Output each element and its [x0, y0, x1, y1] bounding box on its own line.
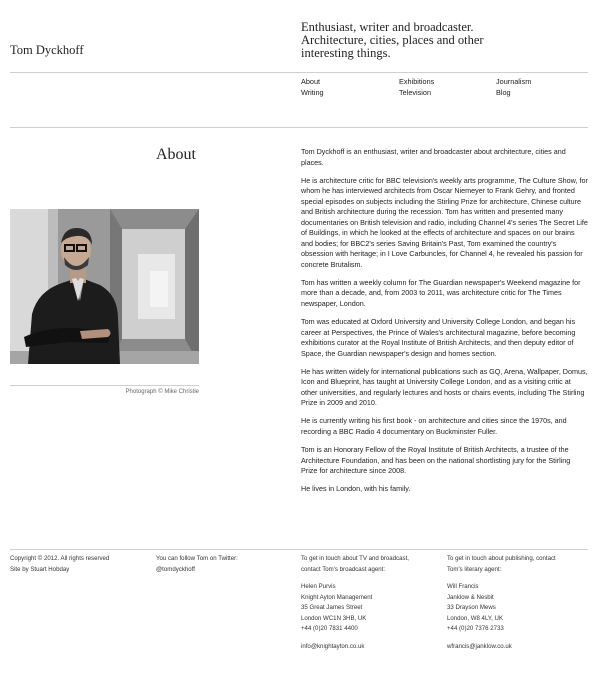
tv-agent-intro: To get in touch about TV and broadcast,: [301, 555, 409, 562]
footer-divider: [10, 549, 588, 550]
literary-agent-company: Janklow & Nesbit: [447, 593, 494, 601]
about-paragraph: He lives in London, with his family.: [301, 484, 411, 494]
tagline: Enthusiast, writer and broadcaster. Architecture, cities, places and other interesting things.: [301, 20, 484, 60]
photo-divider: [10, 385, 199, 386]
nav-item-writing[interactable]: Writing: [301, 88, 324, 97]
tv-agent-email[interactable]: info@knightayton.co.uk: [301, 642, 365, 650]
literary-agent-intro: Tom's literary agent:: [447, 565, 502, 573]
twitter-intro: You can follow Tom on Twitter:: [156, 555, 238, 562]
tv-agent-address: London WC1N 3HB, UK: [301, 614, 367, 622]
footer-twitter-column: [156, 554, 238, 575]
twitter-link[interactable]: @tomdyckhoff: [156, 565, 195, 573]
literary-agent-address: 33 Drayson Mews: [447, 604, 496, 611]
tv-agent-address: 35 Great James Street: [301, 604, 363, 611]
tv-agent-company: Knight Ayton Management: [301, 593, 373, 601]
nav-item-blog[interactable]: Blog: [496, 88, 511, 97]
photo-caption: Photograph © Mike Christie: [125, 389, 199, 395]
footer-tv-agent-column: [301, 554, 409, 652]
about-paragraph: He has written widely for international publications such as GQ, Arena, Wallpaper, Domus, Icon and Blueprint, has taught at University College London, and as a visiting critic at other universities, and regularly lectures and hosts or chairs events, including The Stirling Prize in 2009 and 2010.: [301, 366, 588, 408]
about-paragraph: He is currently writing his first book - on architecture and cities since the 1970s, and recording a BBC Radio 4 documentary on Buckminster Fuller.: [301, 416, 567, 436]
nav-item-about[interactable]: About: [301, 77, 321, 86]
footer-copyright-column: [10, 554, 109, 575]
page-title: About: [156, 146, 196, 163]
site-name[interactable]: Tom Dyckhoff: [10, 43, 84, 57]
about-body: [301, 147, 588, 503]
footer-literary-agent-column: [447, 554, 556, 652]
literary-agent-address: London, W8 4LY, UK: [447, 614, 504, 622]
portrait-photo: [10, 209, 199, 364]
nav-item-journalism[interactable]: Journalism: [496, 77, 532, 86]
nav-item-television[interactable]: Television: [399, 88, 432, 97]
about-paragraph: Tom has written a weekly column for The Guardian newspaper's Weekend magazine for more than a decade, and, from 2003 to 2011, was architecture critic for The Times newspaper, London.: [301, 277, 581, 308]
tv-agent-name: Helen Purvis: [301, 583, 336, 590]
tv-agent-intro: contact Tom's broadcast agent:: [301, 565, 386, 573]
about-paragraph: He is architecture critic for BBC television's weekly arts programme, The Culture Show, for whom he has interviewed architects from Oscar Niemeyer to Frank Gehry, and fronted special episodes on subjects including the Stirling Prize for architecture, Chinese culture and British architecture during the recession. Tom has written and presented many documentaries on British television and radio, including Channel 4's series The Secret Life of Buildings, in which he looked at the effects of architecture and spaces on our brains and bodies; for BBC2's series Saving Britain's Past, Tom examined the country's obsession with heritage; in I Love Carbuncles, for Channel 4, he revealed his passion for concrete Brutalism.: [301, 175, 588, 269]
copyright-text: Copyright © 2012. All rights reserved: [10, 555, 110, 562]
literary-agent-name: Will Francis: [447, 583, 479, 590]
literary-agent-email[interactable]: wfrancis@janklow.co.uk: [447, 642, 512, 650]
literary-agent-intro: To get in touch about publishing, contact: [447, 555, 556, 562]
nav-item-exhibitions[interactable]: Exhibitions: [399, 77, 435, 86]
nav-divider: [10, 127, 588, 128]
portrait-image: [10, 209, 199, 364]
about-paragraph: Tom was educated at Oxford University and University College London, and began his career at Perspectives, the Prince of Wales's architectural magazine, before becoming exhibitions curator at the Royal Institute of British Architects, and then deputy editor of Space, the Guardian newspaper's design and homes section.: [301, 317, 576, 358]
site-credit[interactable]: Site by Stuart Hobday: [10, 565, 70, 573]
literary-agent-phone: +44 (0)20 7376 2733: [447, 625, 504, 632]
tv-agent-phone: +44 (0)20 7831 4400: [301, 625, 358, 632]
about-paragraph: Tom is an Honorary Fellow of the Royal Institute of British Architects, a trustee of the Architecture Foundation, and has been on the national shortlisting jury for the Stirling Prize for architecture since 2008.: [301, 445, 571, 476]
about-paragraph: Tom Dyckhoff is an enthusiast, writer and broadcaster about architecture, cities and places.: [301, 147, 566, 167]
header-divider: [10, 72, 588, 73]
